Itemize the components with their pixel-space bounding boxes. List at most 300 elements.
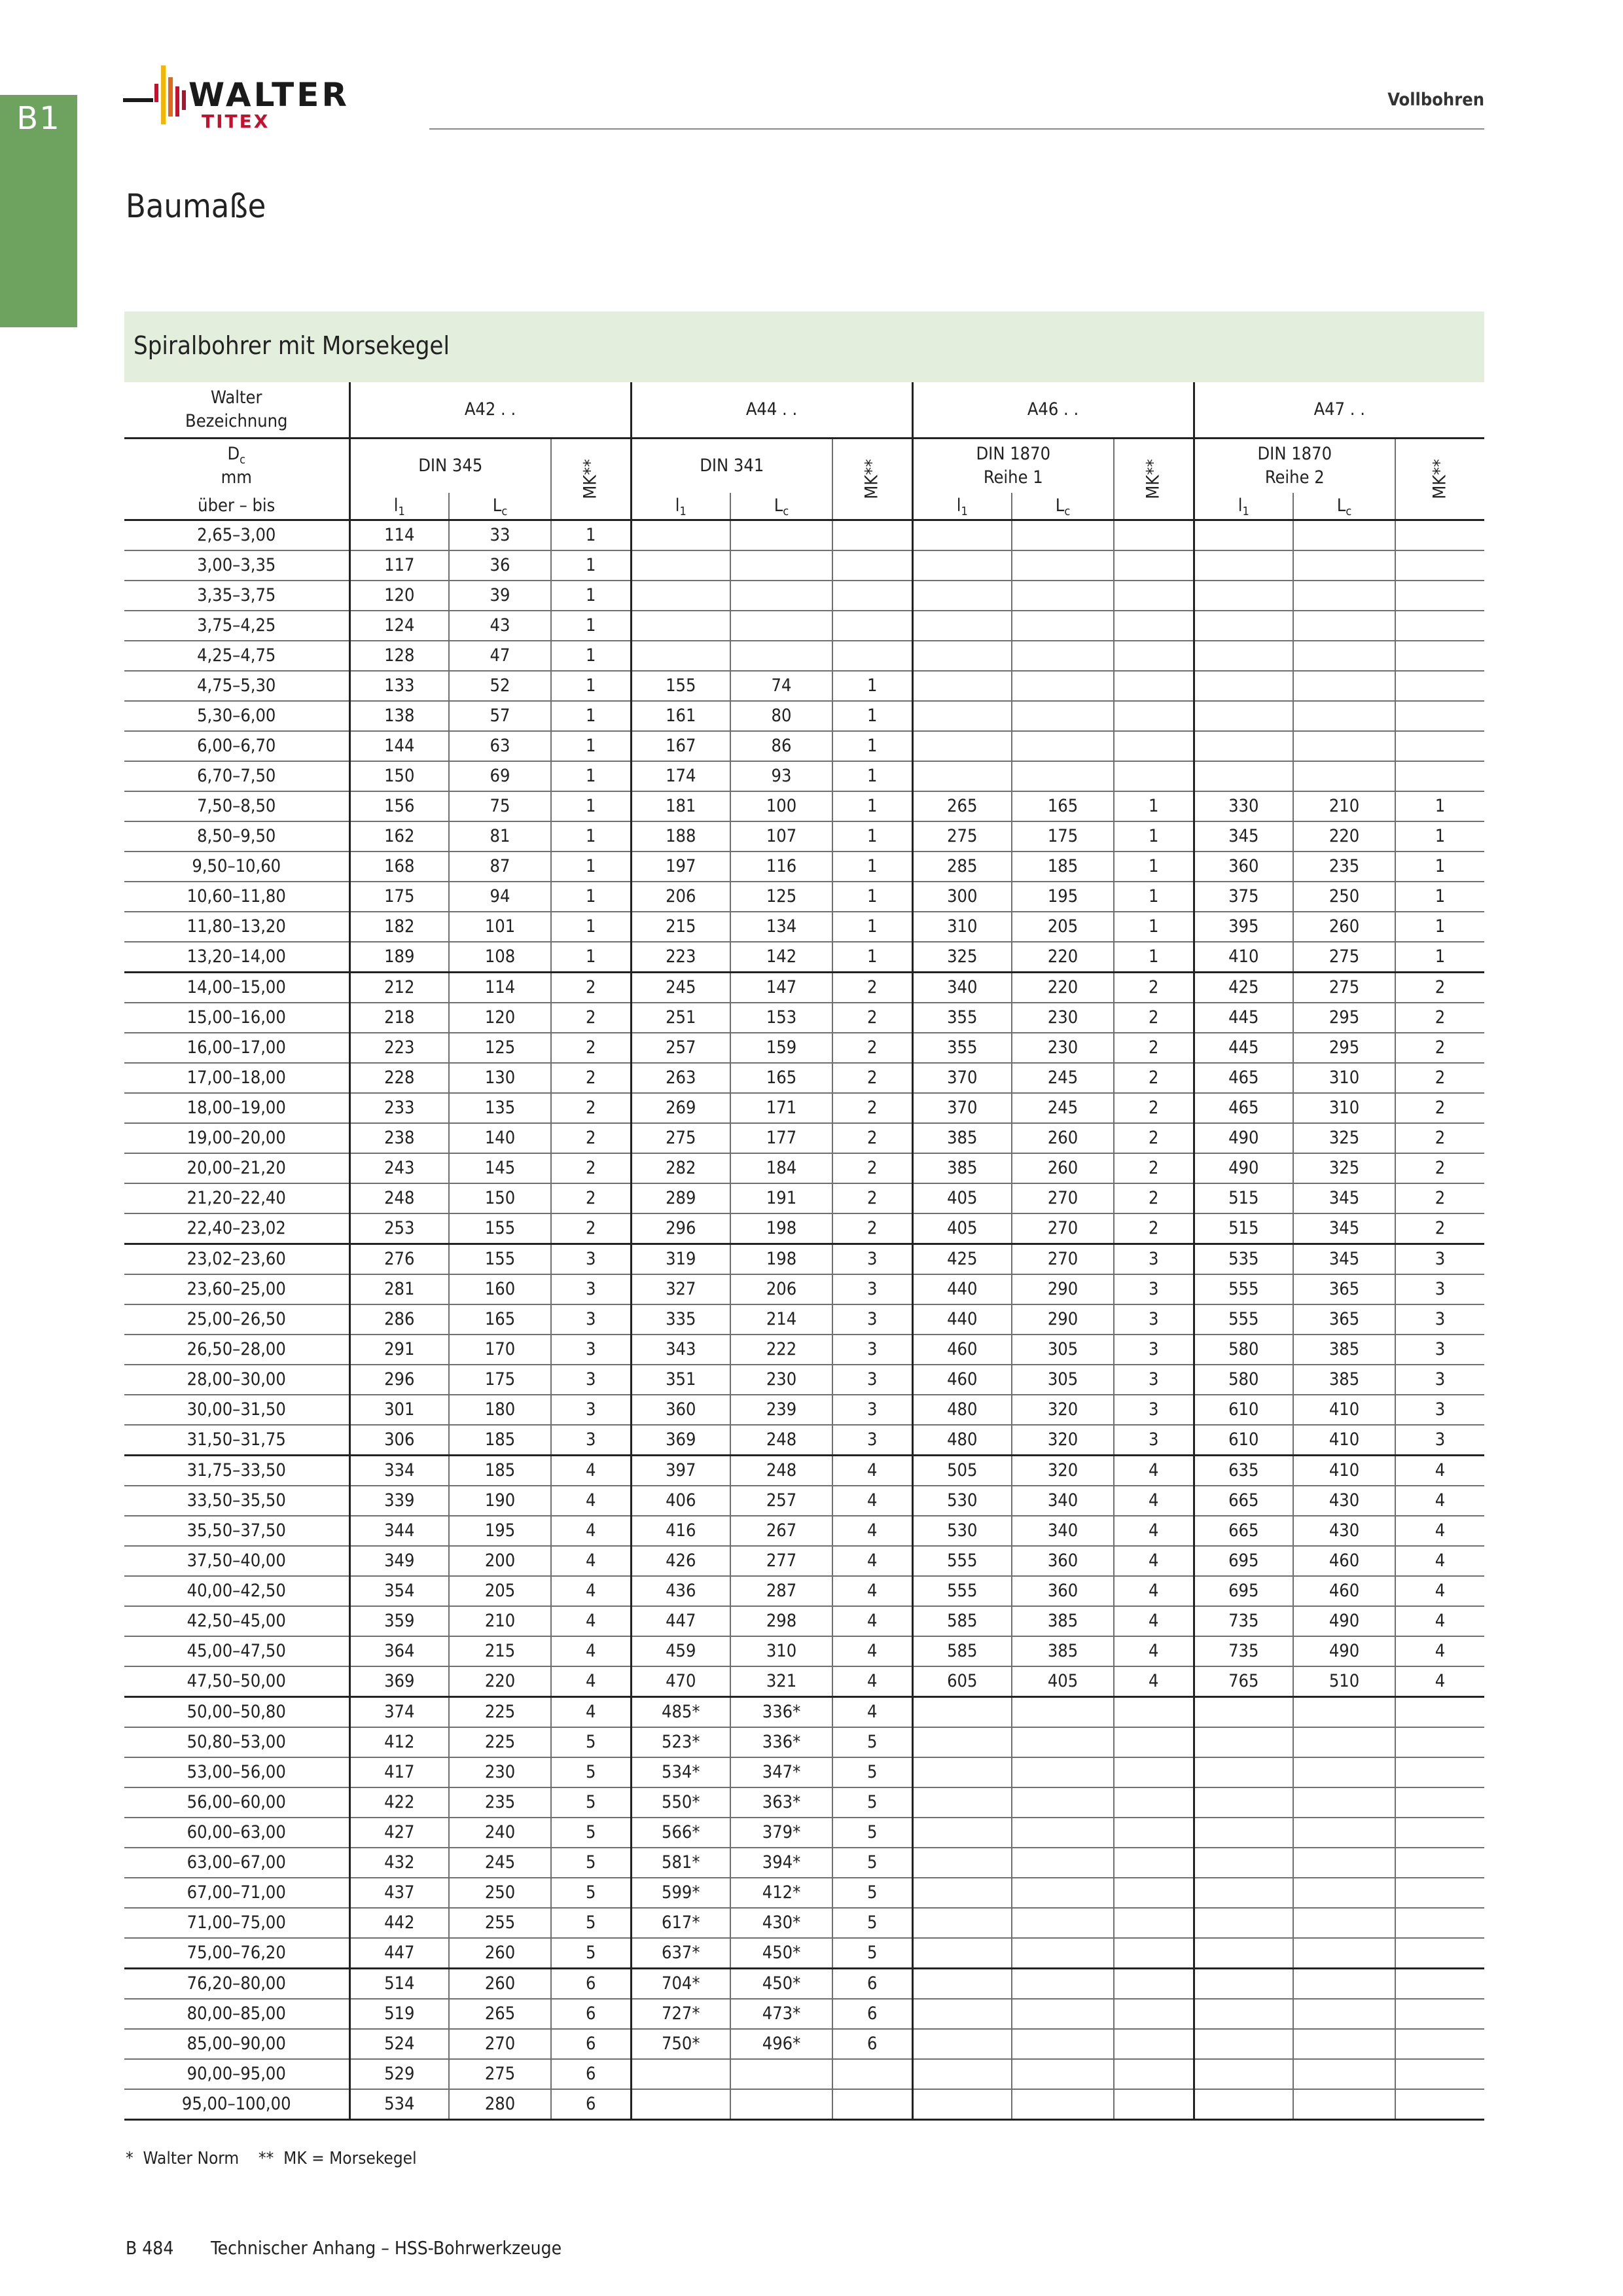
table-cell (1114, 1787, 1194, 1818)
table-row (124, 520, 1484, 551)
table-cell: 4 (1114, 1666, 1194, 1697)
table-cell: 385 (1293, 1365, 1395, 1395)
table-cell: 3 (551, 1304, 631, 1335)
table-cell: 665 (1194, 1486, 1293, 1516)
l1-header: $l_1$ (912, 493, 1012, 520)
table-cell (912, 550, 1012, 581)
table-header-row-groups (124, 382, 1484, 439)
table-cell: 320 (1012, 1456, 1114, 1486)
table-cell: 4 (1114, 1576, 1194, 1606)
table-cell: 2 (551, 1003, 631, 1033)
diameter-range-cell: 23,02–23,60 (124, 1244, 349, 1275)
table-row (124, 611, 1484, 641)
diameter-range-cell: 18,00–19,00 (124, 1093, 349, 1123)
table-cell (730, 641, 832, 671)
table-cell: 416 (631, 1516, 730, 1546)
footer-text: Technischer Anhang – HSS-Bohrwerkzeuge (211, 2237, 562, 2259)
table-cell: 3 (832, 1274, 912, 1304)
table-cell: 3 (1395, 1395, 1484, 1425)
table-cell: 235 (1293, 852, 1395, 882)
table-cell: 2 (1395, 973, 1484, 1003)
table-cell: 1 (1395, 912, 1484, 942)
table-cell: 490 (1194, 1153, 1293, 1183)
table-cell (832, 2089, 912, 2120)
table-cell: 2 (551, 1153, 631, 1183)
table-cell (912, 2029, 1012, 2059)
table-cell (1012, 641, 1114, 671)
table-cell (1293, 641, 1395, 671)
table-cell: 336* (730, 1727, 832, 1757)
table-cell (631, 2059, 730, 2089)
table-cell (1114, 1848, 1194, 1878)
table-row (124, 1183, 1484, 1213)
table-cell: 250 (449, 1878, 551, 1908)
table-cell: 585 (912, 1636, 1012, 1666)
l1-header: $l_1$ (349, 493, 449, 520)
diameter-range-cell: 25,00–26,50 (124, 1304, 349, 1335)
table-cell: 296 (631, 1213, 730, 1244)
table-cell (1194, 701, 1293, 731)
table-cell: 245 (1012, 1063, 1114, 1093)
table-cell (1114, 671, 1194, 701)
table-cell (1114, 520, 1194, 551)
table-cell: 2 (551, 1063, 631, 1093)
table-cell: 3 (1395, 1304, 1484, 1335)
table-cell: 3 (551, 1395, 631, 1425)
table-cell: 260 (1012, 1123, 1114, 1153)
table-cell: 459 (631, 1636, 730, 1666)
table-cell: 1 (832, 912, 912, 942)
table-cell: 447 (631, 1606, 730, 1636)
table-cell: 335 (631, 1304, 730, 1335)
table-cell: 325 (1293, 1123, 1395, 1153)
table-cell (1293, 520, 1395, 551)
table-cell: 86 (730, 731, 832, 761)
table-cell: 280 (449, 2089, 551, 2120)
lc-header: $L_c$ (1293, 493, 1395, 520)
table-cell: 206 (631, 882, 730, 912)
table-cell: 135 (449, 1093, 551, 1123)
table-cell: 394* (730, 1848, 832, 1878)
table-cell: 182 (349, 912, 449, 942)
table-cell: 5 (832, 1818, 912, 1848)
table-cell (1395, 550, 1484, 581)
table-cell: 3 (551, 1335, 631, 1365)
table-cell: 270 (1012, 1183, 1114, 1213)
table-cell: 334 (349, 1456, 449, 1486)
chapter-tab-label: B1 (16, 100, 61, 137)
table-cell: 534* (631, 1757, 730, 1787)
table-cell: 160 (449, 1274, 551, 1304)
table-cell: 4 (551, 1636, 631, 1666)
table-cell: 2 (1395, 1123, 1484, 1153)
table-cell (631, 611, 730, 641)
table-cell: 4 (832, 1697, 912, 1728)
table-cell: 4 (1395, 1606, 1484, 1636)
table-cell: 94 (449, 882, 551, 912)
table-cell: 47 (449, 641, 551, 671)
table-cell: 161 (631, 701, 730, 731)
table-cell (1395, 641, 1484, 671)
table-cell: 81 (449, 821, 551, 852)
table-cell: 175 (449, 1365, 551, 1395)
table-cell (1395, 701, 1484, 731)
table-cell: 107 (730, 821, 832, 852)
table-row (124, 942, 1484, 973)
table-cell (1194, 1787, 1293, 1818)
table-cell: 3 (551, 1365, 631, 1395)
table-cell (1293, 1908, 1395, 1938)
diameter-range-cell: 2,65–3,00 (124, 520, 349, 551)
table-cell: 1 (551, 731, 631, 761)
table-cell (1293, 550, 1395, 581)
table-cell: 6 (551, 1969, 631, 2000)
table-cell: 340 (912, 973, 1012, 1003)
table-cell: 116 (730, 852, 832, 882)
table-row (124, 761, 1484, 791)
table-cell: 223 (349, 1033, 449, 1063)
dc-header: $D_c$ mm (221, 444, 252, 488)
table-cell (1012, 2029, 1114, 2059)
table-cell: 490 (1293, 1606, 1395, 1636)
group-header-a46: A46 . . (912, 382, 1194, 439)
table-cell: 195 (449, 1516, 551, 1546)
table-cell: 128 (349, 641, 449, 671)
table-cell: 215 (449, 1636, 551, 1666)
table-cell: 174 (631, 761, 730, 791)
table-cell: 3 (1114, 1365, 1194, 1395)
table-cell: 117 (349, 550, 449, 581)
table-cell: 610 (1194, 1425, 1293, 1456)
table-cell: 410 (1293, 1456, 1395, 1486)
table-cell: 580 (1194, 1365, 1293, 1395)
table-cell (730, 2059, 832, 2089)
table-row (124, 1456, 1484, 1486)
diameter-range-cell: 3,35–3,75 (124, 581, 349, 611)
table-cell: 159 (730, 1033, 832, 1063)
table-cell: 277 (730, 1546, 832, 1576)
table-cell (1395, 581, 1484, 611)
table-row (124, 1365, 1484, 1395)
table-cell: 1 (551, 852, 631, 882)
table-cell: 125 (730, 882, 832, 912)
table-cell (1293, 2029, 1395, 2059)
table-cell: 2 (1395, 1003, 1484, 1033)
table-cell: 4 (551, 1516, 631, 1546)
table-cell (1395, 671, 1484, 701)
table-cell: 765 (1194, 1666, 1293, 1697)
table-cell: 6 (832, 1969, 912, 2000)
table-cell: 5 (551, 1787, 631, 1818)
table-header-row-norms (124, 439, 1484, 493)
table-cell (730, 520, 832, 551)
table-cell: 2 (832, 1003, 912, 1033)
table-cell: 460 (1293, 1546, 1395, 1576)
table-cell: 230 (449, 1757, 551, 1787)
table-cell: 4 (551, 1666, 631, 1697)
footnote: * Walter Norm ** MK = Morsekegel (126, 2149, 417, 2168)
diameter-range-cell: 45,00–47,50 (124, 1636, 349, 1666)
table-cell: 155 (631, 671, 730, 701)
table-cell: 233 (349, 1093, 449, 1123)
table-cell: 175 (1012, 821, 1114, 852)
table-cell: 295 (1293, 1033, 1395, 1063)
table-cell: 191 (730, 1183, 832, 1213)
page-title: Baumaße (126, 187, 266, 225)
table-cell: 190 (449, 1486, 551, 1516)
table-cell: 510 (1293, 1666, 1395, 1697)
table-cell (1012, 761, 1114, 791)
table-cell: 351 (631, 1365, 730, 1395)
diameter-range-cell: 42,50–45,00 (124, 1606, 349, 1636)
table-cell (730, 2089, 832, 2120)
table-cell (1012, 1818, 1114, 1848)
diameter-range-cell: 6,70–7,50 (124, 761, 349, 791)
table-cell (1293, 2059, 1395, 2089)
table-cell (1012, 731, 1114, 761)
table-cell (1395, 1878, 1484, 1908)
diameter-range-cell: 95,00–100,00 (124, 2089, 349, 2120)
table-cell: 87 (449, 852, 551, 882)
table-cell: 4 (1395, 1516, 1484, 1546)
table-cell: 222 (730, 1335, 832, 1365)
table-cell (1012, 1969, 1114, 2000)
table-cell (1114, 550, 1194, 581)
l1-header: $l_1$ (631, 493, 730, 520)
table-cell: 93 (730, 761, 832, 791)
table-cell: 145 (449, 1153, 551, 1183)
table-cell: 289 (631, 1183, 730, 1213)
diameter-range-cell: 11,80–13,20 (124, 912, 349, 942)
table-cell: 6 (832, 1999, 912, 2029)
table-cell: 436 (631, 1576, 730, 1606)
table-cell: 430 (1293, 1516, 1395, 1546)
table-cell: 665 (1194, 1516, 1293, 1546)
table-cell (912, 520, 1012, 551)
table-cell: 114 (349, 520, 449, 551)
table-cell: 460 (912, 1335, 1012, 1365)
table-cell: 1 (1114, 791, 1194, 821)
table-cell: 325 (1293, 1153, 1395, 1183)
table-cell: 124 (349, 611, 449, 641)
table-cell (1194, 1908, 1293, 1938)
table-row (124, 2089, 1484, 2120)
table-cell: 220 (449, 1666, 551, 1697)
table-cell (1194, 1999, 1293, 2029)
table-cell: 4 (551, 1456, 631, 1486)
table-cell: 5 (551, 1757, 631, 1787)
table-cell: 260 (449, 1938, 551, 1969)
table-cell: 505 (912, 1456, 1012, 1486)
table-cell (730, 550, 832, 581)
table-title: Spiralbohrer mit Morsekegel (134, 331, 450, 360)
table-cell (912, 1727, 1012, 1757)
table-cell: 365 (1293, 1304, 1395, 1335)
table-cell: 427 (349, 1818, 449, 1848)
table-cell: 265 (449, 1999, 551, 2029)
table-cell: 5 (832, 1848, 912, 1878)
table-cell: 450* (730, 1969, 832, 2000)
table-cell: 275 (1293, 942, 1395, 973)
table-cell (1395, 611, 1484, 641)
table-cell: 263 (631, 1063, 730, 1093)
table-cell: 5 (551, 1818, 631, 1848)
table-cell: 74 (730, 671, 832, 701)
table-cell (832, 2059, 912, 2089)
table-row (124, 1878, 1484, 1908)
diameter-range-cell: 26,50–28,00 (124, 1335, 349, 1365)
table-cell: 250 (1293, 882, 1395, 912)
table-cell: 599* (631, 1878, 730, 1908)
table-cell: 251 (631, 1003, 730, 1033)
mk-header: MK** (1395, 439, 1484, 520)
l1-header: $l_1$ (1194, 493, 1293, 520)
table-row (124, 1486, 1484, 1516)
table-cell: 385 (1293, 1335, 1395, 1365)
table-cell: 260 (1293, 912, 1395, 942)
table-cell: 120 (349, 581, 449, 611)
norm-header-din341: DIN 341 (631, 439, 832, 493)
table-cell: 255 (449, 1908, 551, 1938)
table-row (124, 1727, 1484, 1757)
table-cell (1293, 761, 1395, 791)
table-cell: 270 (449, 2029, 551, 2059)
diameter-range-cell: 15,00–16,00 (124, 1003, 349, 1033)
table-cell: 240 (449, 1818, 551, 1848)
table-cell: 496* (730, 2029, 832, 2059)
table-cell: 223 (631, 942, 730, 973)
table-cell: 360 (1012, 1546, 1114, 1576)
table-cell: 425 (912, 1244, 1012, 1275)
table-row (124, 1606, 1484, 1636)
table-cell (1012, 1757, 1114, 1787)
table-cell (1293, 1999, 1395, 2029)
table-row (124, 2059, 1484, 2089)
table-cell: 165 (730, 1063, 832, 1093)
table-cell: 2 (551, 1213, 631, 1244)
table-cell: 369 (631, 1425, 730, 1456)
table-cell: 3 (1114, 1304, 1194, 1335)
table-row (124, 1244, 1484, 1275)
mk-header: MK** (832, 439, 912, 520)
table-cell: 355 (912, 1033, 1012, 1063)
table-cell: 150 (449, 1183, 551, 1213)
table-row (124, 882, 1484, 912)
table-cell: 410 (1194, 942, 1293, 973)
table-cell: 4 (832, 1576, 912, 1606)
diameter-range-cell: 10,60–11,80 (124, 882, 349, 912)
table-cell: 2 (1114, 1063, 1194, 1093)
table-cell: 442 (349, 1908, 449, 1938)
table-cell: 230 (730, 1365, 832, 1395)
table-cell: 185 (449, 1425, 551, 1456)
table-cell: 354 (349, 1576, 449, 1606)
table-cell (1293, 1878, 1395, 1908)
table-cell: 530 (912, 1486, 1012, 1516)
table-cell: 447 (349, 1938, 449, 1969)
diameter-range-cell: 3,75–4,25 (124, 611, 349, 641)
header-divider (429, 128, 1484, 130)
table-cell: 2 (1395, 1183, 1484, 1213)
header-section-label: Vollbohren (1387, 90, 1484, 110)
table-cell (1395, 761, 1484, 791)
table-cell: 2 (1114, 1033, 1194, 1063)
table-cell (1114, 1938, 1194, 1969)
table-row (124, 852, 1484, 882)
table-cell: 306 (349, 1425, 449, 1456)
table-cell: 5 (832, 1757, 912, 1787)
group-header-a42: A42 . . (349, 382, 631, 439)
table-cell: 134 (730, 912, 832, 942)
table-cell: 365 (1293, 1274, 1395, 1304)
table-cell: 212 (349, 973, 449, 1003)
table-cell: 4 (1114, 1636, 1194, 1666)
diameter-range-cell: 30,00–31,50 (124, 1395, 349, 1425)
table-cell: 100 (730, 791, 832, 821)
table-cell: 6 (551, 2089, 631, 2120)
diameter-range-cell: 17,00–18,00 (124, 1063, 349, 1093)
table-cell: 405 (912, 1213, 1012, 1244)
table-cell: 4 (832, 1636, 912, 1666)
table-cell: 1 (1395, 882, 1484, 912)
table-cell: 1 (1114, 912, 1194, 942)
table-cell (631, 550, 730, 581)
table-cell: 189 (349, 942, 449, 973)
table-cell: 4 (551, 1697, 631, 1728)
table-cell (1114, 1878, 1194, 1908)
table-cell: 2 (551, 1033, 631, 1063)
table-cell: 257 (631, 1033, 730, 1063)
table-cell (1114, 1999, 1194, 2029)
table-cell: 412 (349, 1727, 449, 1757)
table-cell (1012, 1697, 1114, 1728)
table-cell (1194, 2029, 1293, 2059)
table-cell: 2 (1114, 1213, 1194, 1244)
table-cell (912, 1908, 1012, 1938)
table-cell: 412* (730, 1878, 832, 1908)
table-cell: 470 (631, 1666, 730, 1697)
table-cell (912, 611, 1012, 641)
table-cell: 327 (631, 1274, 730, 1304)
table-cell: 3 (1395, 1244, 1484, 1275)
table-cell: 206 (730, 1274, 832, 1304)
table-cell: 422 (349, 1787, 449, 1818)
table-cell: 150 (349, 761, 449, 791)
table-cell: 5 (832, 1908, 912, 1938)
table-cell: 225 (449, 1697, 551, 1728)
table-cell: 130 (449, 1063, 551, 1093)
table-cell (631, 581, 730, 611)
table-cell: 523* (631, 1727, 730, 1757)
table-cell: 175 (349, 882, 449, 912)
table-cell: 345 (1293, 1244, 1395, 1275)
table-cell: 4 (551, 1576, 631, 1606)
table-cell: 220 (1293, 821, 1395, 852)
table-cell: 5 (832, 1878, 912, 1908)
table-cell (1293, 581, 1395, 611)
table-cell: 385 (912, 1153, 1012, 1183)
table-cell (730, 581, 832, 611)
table-cell: 485* (631, 1697, 730, 1728)
table-cell: 195 (1012, 882, 1114, 912)
table-row (124, 1213, 1484, 1244)
table-row (124, 1093, 1484, 1123)
table-cell (832, 611, 912, 641)
norm-header-din1870-r1: DIN 1870 Reihe 1 (912, 439, 1114, 493)
table-cell (912, 671, 1012, 701)
table-cell: 6 (551, 1999, 631, 2029)
table-cell: 310 (1293, 1063, 1395, 1093)
